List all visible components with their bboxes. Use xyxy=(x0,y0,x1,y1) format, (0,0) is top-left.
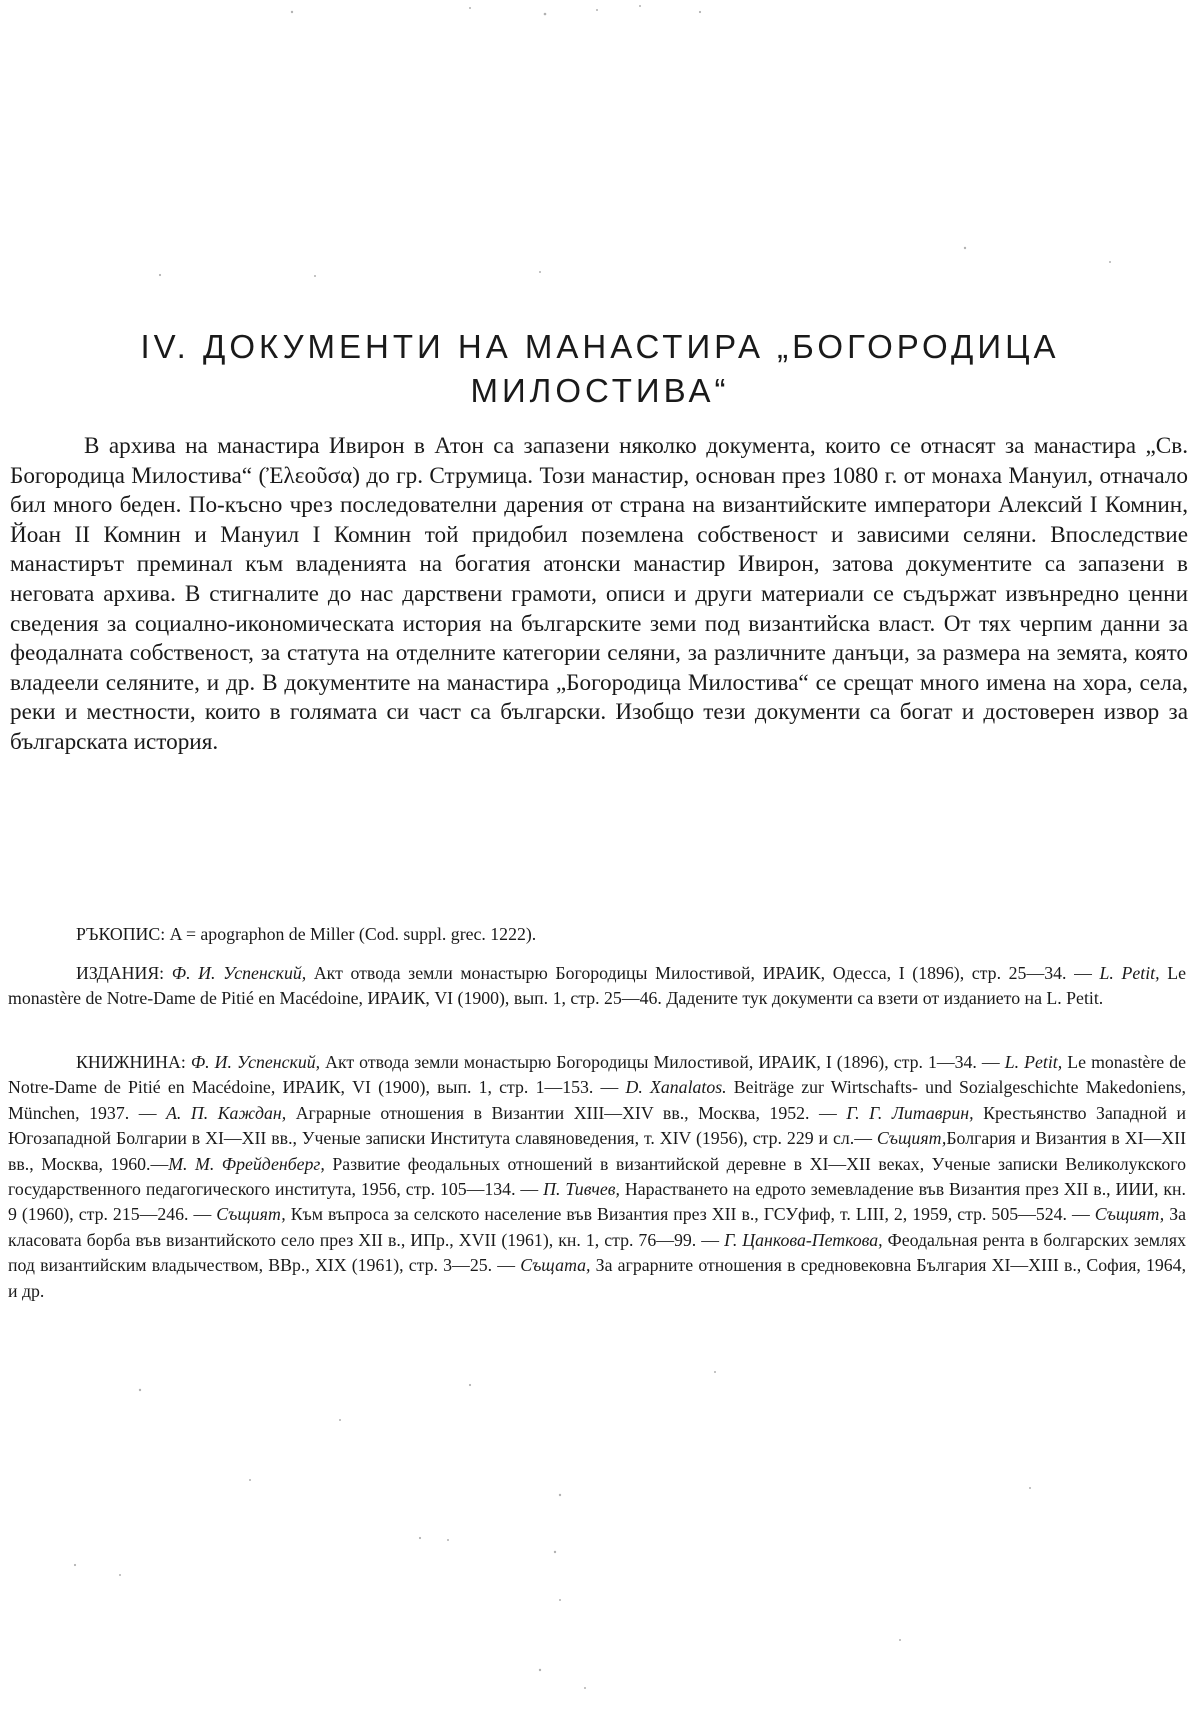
literature-author: П. Тивчев, xyxy=(543,1179,620,1200)
literature-author: D. Xanalatos. xyxy=(625,1077,727,1098)
manuscript-entry xyxy=(8,922,1186,947)
literature-text: Le monastère de Notre-Dame de Pitié en Macédoine, ИРАИК, VI (1900), вып. 1, стр. 1—153. — xyxy=(8,1052,1186,1098)
editions-entry xyxy=(8,961,1186,1012)
literature-author: Същата, xyxy=(520,1255,591,1276)
literature-text: За класовата борба във византийското село през XII в., ИПр., XVII (1961), кн. 1, стр. 76—99. — xyxy=(8,1204,1186,1250)
literature-label: КНИЖНИНА: xyxy=(76,1052,186,1072)
literature-text: Болгария и Византия в XI—XII вв., Москва, 1960.— xyxy=(8,1128,1186,1174)
literature-author: L. Petit, xyxy=(1004,1052,1063,1072)
literature-author: Същият, xyxy=(216,1204,286,1225)
literature-author: М. М. Фрейденберг, xyxy=(168,1153,325,1174)
intro-paragraph: В архива на манастира Ивирон в Атон са запазени няколко документа, които се отнасят за манастира „Св. Богородица Милостива“ (Ἐλεοῦσα) до гр. Струмица. Този манастир, основан през 1080 г. от монаха Мануил, отначало бил много беден. По-късно чрез последователни дарения от страна на византийските императори Алексий I Комнин, Йоан II Комнин и Мануил I Комнин той придобил поземлена собственост и зависими селяни. Впоследствие манастирът преминал към владенията на богатия атонски манастир Ивирон, затова документите са запазени в неговата архива. В стигналите до нас дарствени грамоти, описи и други материали се съдържат извънредно ценни сведения за социално-икономическата история на българските земи под византийска власт. От тях черпим данни за феодалната собственост, за статута на отделните категории селяни, за различните данъци, за размера на земята, която владеели селяните, и др. В документите на манастира „Богородица Милостива“ се срещат много имена на хора, села, реки и местности, които в голямата си част са български. Изобщо тези документи са богат и достоверен извор за българската история. xyxy=(10,433,1188,755)
literature-text: Нарастването на едрото земевладение във Византия през XII в., ИИИ, кн. 9 (1960), стр. 215—246. — xyxy=(8,1179,1186,1225)
literature-text: Аграрные отношения в Византии XIII—XIV вв., Москва, 1952. — xyxy=(295,1102,837,1123)
literature-author: Същият, xyxy=(876,1128,947,1149)
editions-author-1: Ф. И. Успенский, xyxy=(171,963,307,983)
editions-text-1: Акт отвода земли монастырю Богородицы Милостивой, ИРАИК, Одесса, I (1896), стр. 25—34. — xyxy=(313,963,1092,983)
editions-label: ИЗДАНИЯ: xyxy=(76,963,165,983)
literature-author: Г. Цанкова-Петкова, xyxy=(724,1229,883,1250)
literature-author: Същият, xyxy=(1094,1204,1165,1225)
literature-text: Beiträge zur Wirtschafts- und Sozialgeschichte Makedoniens, München, 1937. — xyxy=(8,1077,1186,1123)
editions-author-2: L. Petit, xyxy=(1099,963,1160,983)
literature-text: Крестьянство Западной и Югозападной Болгарии в XI—XII вв., Ученые записки Института славяноведения, т. XIV (1956), стр. 229 и сл.— xyxy=(8,1102,1187,1149)
literature-author: Ф. И. Успенский, xyxy=(190,1052,321,1072)
literature-entry xyxy=(8,1050,1186,1304)
chapter-title xyxy=(100,325,1100,413)
literature-text: Към въпроса за селското население във Византия през XII в., ГСУфиф, т. LIII, 2, 1959, стр. 505—524. — xyxy=(290,1204,1090,1225)
literature-author: А. П. Каждан, xyxy=(166,1102,287,1123)
chapter-title-line-1: IV. ДОКУМЕНТИ НА МАНАСТИРА „БОГОРОДИЦА xyxy=(140,328,1060,365)
chapter-title-line-2: МИЛОСТИВА“ xyxy=(470,372,730,409)
literature-text: Акт отвода земли монастырю Богородицы Милостивой, ИРАИК, I (1896), стр. 1—34. — xyxy=(325,1052,1000,1072)
manuscript-label: РЪКОПИС: xyxy=(76,924,166,944)
literature-text: Феодальная рента в болгарских землях под византийским владычеством, ВВр., XIX (1961), стр. 3—25. — xyxy=(8,1229,1186,1276)
editions-text-2: Le monastère de Notre-Dame de Pitié en Macédoine, ИРАИК, VI (1900), вып. 1, стр. 25—46. Дадените тук документи са взети от изданието на L. Petit. xyxy=(8,963,1186,1009)
manuscript-text: A = apographon de Miller (Cod. suppl. grec. 1222). xyxy=(169,924,537,944)
literature-text: Развитие феодальных отношений в византийской деревне в XI—XII веках, Ученые записки Великолукского государственного педагогического института, 1956, стр. 105—134. — xyxy=(8,1153,1186,1200)
literature-author: Г. Г. Литаврин, xyxy=(846,1102,974,1123)
literature-text: За аграрните отношения в средновековна България XI—XIII в., София, 1964, и др. xyxy=(8,1255,1187,1301)
